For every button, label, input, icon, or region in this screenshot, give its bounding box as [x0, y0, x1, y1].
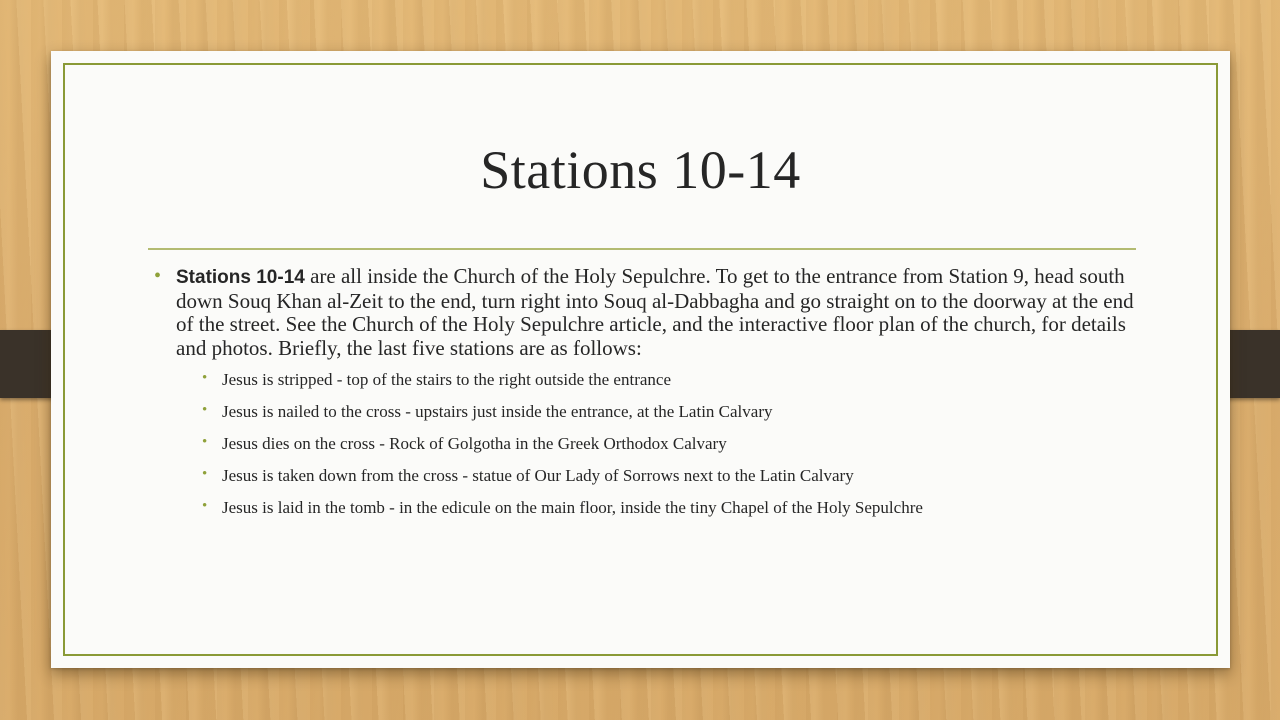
bullet-icon: • [202, 498, 208, 514]
bullet-icon: • [154, 265, 162, 287]
station-13-text: Jesus is taken down from the cross - statue of Our Lady of Sorrows next to the Latin Calvary [222, 466, 854, 485]
list-item [148, 465, 1148, 486]
intro-paragraph [148, 265, 1148, 360]
stations-list [148, 369, 1148, 518]
bullet-icon: • [202, 434, 208, 450]
list-item [148, 401, 1148, 422]
slide-card [51, 51, 1230, 668]
bullet-icon: • [202, 370, 208, 386]
station-10-text: Jesus is stripped - top of the stairs to the right outside the entrance [222, 370, 671, 389]
list-item [148, 497, 1148, 518]
intro-lead: Stations 10-14 [176, 267, 305, 288]
list-item [148, 369, 1148, 390]
title-divider [148, 248, 1136, 250]
bullet-icon: • [202, 466, 208, 482]
intro-text: are all inside the Church of the Holy Sepulchre. To get to the entrance from Station 9, head south down Souq Khan al-Zeit to the end, turn right into Souq al-Dabbagha and go straight on to the doorway at the end of the street. See the Church of the Holy Sepulchre article, and the interactive floor plan of the church, for details and photos. Briefly, the last five stations are as follows: [176, 264, 1134, 360]
station-12-text: Jesus dies on the cross - Rock of Golgotha in the Greek Orthodox Calvary [222, 434, 727, 453]
station-11-text: Jesus is nailed to the cross - upstairs just inside the entrance, at the Latin Calvary [222, 402, 773, 421]
slide-content [148, 265, 1148, 529]
list-item [148, 433, 1148, 454]
station-14-text: Jesus is laid in the tomb - in the edicule on the main floor, inside the tiny Chapel of the Holy Sepulchre [222, 498, 923, 517]
bullet-icon: • [202, 402, 208, 418]
slide-title: Stations 10-14 [480, 140, 801, 200]
